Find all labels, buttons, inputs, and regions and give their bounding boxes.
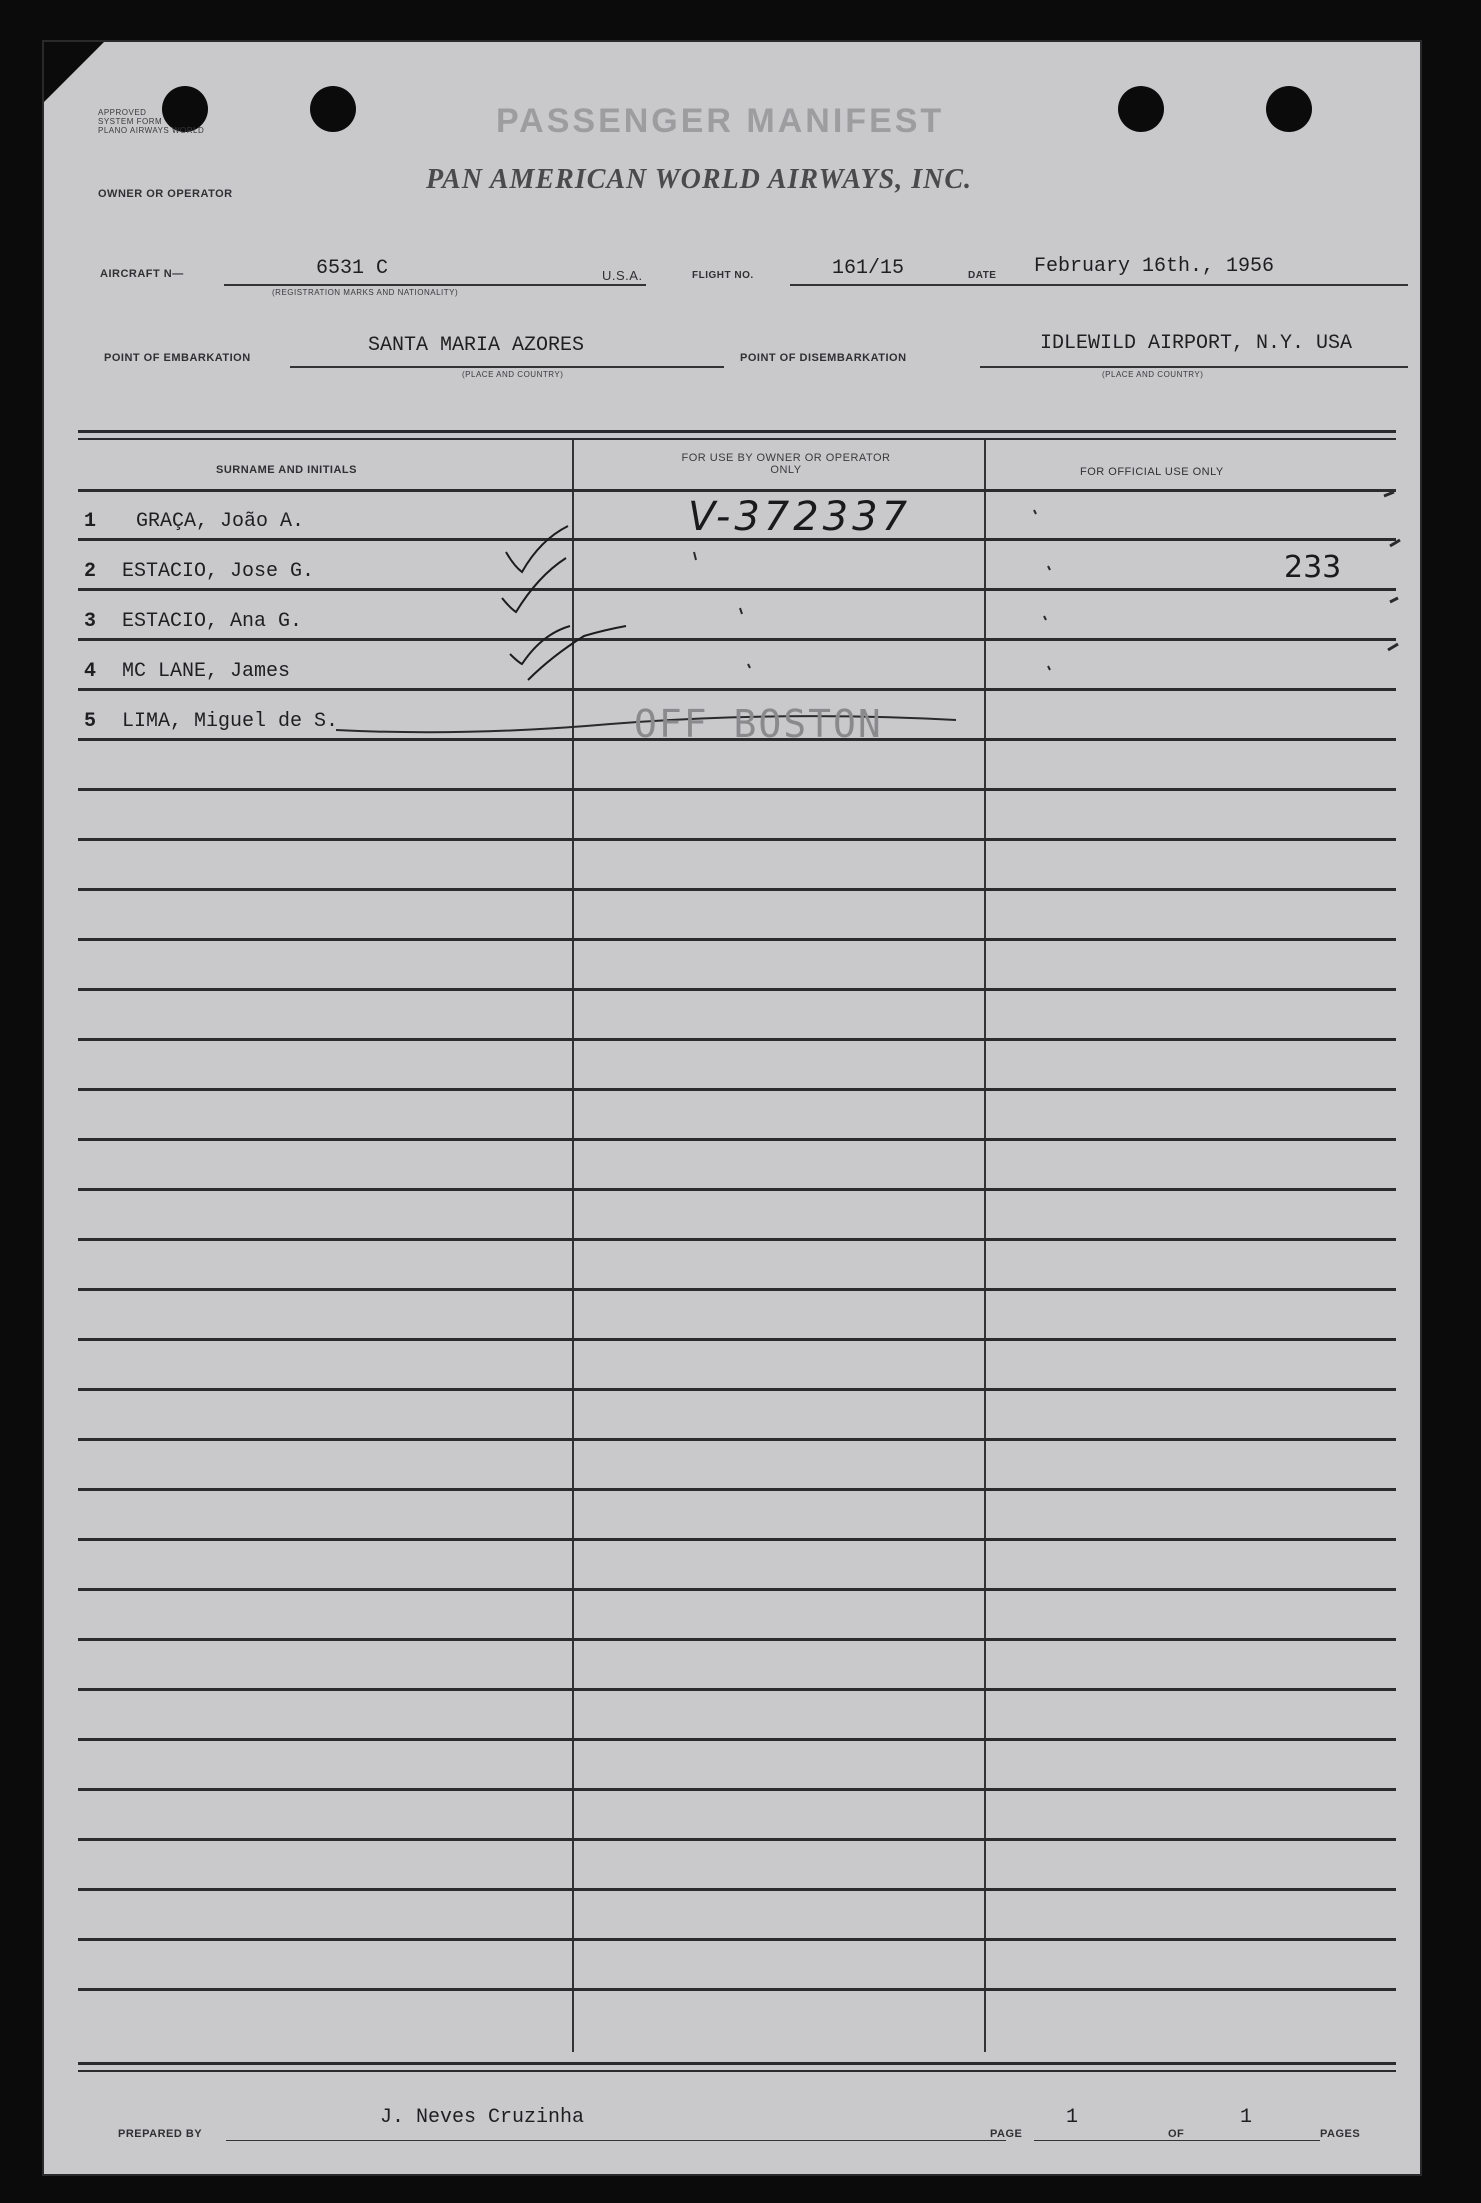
page-label: PAGE xyxy=(990,2128,1023,2140)
page-underline xyxy=(1034,2140,1320,2141)
flight-label: FLIGHT NO. xyxy=(692,270,754,281)
handwritten-passport-number: V-372337 xyxy=(688,494,912,540)
embarkation-sublabel: (PLACE AND COUNTRY) xyxy=(462,370,564,379)
approval-stamp-line: PLANO AIRWAYS WORLD xyxy=(98,126,205,135)
passenger-name: ESTACIO, Jose G. xyxy=(122,560,315,583)
disembarkation-label: POINT OF DISEMBARKATION xyxy=(740,352,907,364)
aircraft-label: AIRCRAFT N— xyxy=(100,268,184,280)
column-header-owner-use: FOR USE BY OWNER OR OPERATOR ONLY xyxy=(681,452,891,476)
prepared-by-underline xyxy=(226,2140,1006,2141)
aircraft-sublabel: (REGISTRATION MARKS AND NATIONALITY) xyxy=(272,288,459,297)
passenger-number: 5 xyxy=(84,710,97,733)
total-pages: 1 xyxy=(1240,2106,1253,2129)
manifest-sheet xyxy=(42,40,1422,2176)
check-mark-icon xyxy=(510,626,570,664)
pages-label: PAGES xyxy=(1320,2128,1361,2140)
official-number: 233 xyxy=(1284,550,1342,585)
page-number: 1 xyxy=(1066,2106,1079,2129)
passenger-number: 4 xyxy=(84,660,97,683)
embarkation-label: POINT OF EMBARKATION xyxy=(104,352,251,364)
margin-mark xyxy=(1384,492,1400,650)
aircraft-value: 6531 C xyxy=(316,257,389,280)
column-header-surname: SURNAME AND INITIALS xyxy=(216,464,357,476)
airline-name: PAN AMERICAN WORLD AIRWAYS, INC. xyxy=(426,164,973,195)
usa-label: U.S.A. xyxy=(602,268,643,283)
prepared-by-value: J. Neves Cruzinha xyxy=(380,2106,585,2129)
date-value: February 16th., 1956 xyxy=(1034,255,1275,278)
date-label: DATE xyxy=(968,270,997,281)
owner-label: OWNER OR OPERATOR xyxy=(98,188,233,200)
check-mark-icon xyxy=(502,558,566,612)
passenger-number: 2 xyxy=(84,560,97,583)
column-header-official-use: FOR OFFICIAL USE ONLY xyxy=(1080,466,1224,478)
check-mark-icon xyxy=(506,526,568,572)
off-boston-stamp: OFF BOSTON xyxy=(634,702,883,746)
passenger-name: MC LANE, James xyxy=(122,660,291,683)
embarkation-value: SANTA MARIA AZORES xyxy=(368,334,585,357)
approval-stamp-line: APPROVED xyxy=(98,108,147,117)
page-title: PASSENGER MANIFEST xyxy=(496,102,945,140)
check-marks xyxy=(44,42,1420,2174)
of-label: OF xyxy=(1168,2128,1185,2140)
approval-stamp-line: SYSTEM FORM xyxy=(98,117,163,126)
disembarkation-sublabel: (PLACE AND COUNTRY) xyxy=(1102,370,1204,379)
passenger-name: LIMA, Miguel de S. xyxy=(122,710,339,733)
passenger-number: 1 xyxy=(84,510,97,533)
passenger-number: 3 xyxy=(84,610,97,633)
flight-value: 161/15 xyxy=(832,257,905,280)
prepared-by-label: PREPARED BY xyxy=(118,2128,203,2140)
check-mark-icon xyxy=(528,626,626,680)
passenger-name: GRAÇA, João A. xyxy=(136,510,305,533)
passenger-name: ESTACIO, Ana G. xyxy=(122,610,303,633)
disembarkation-value: IDLEWILD AIRPORT, N.Y. USA xyxy=(1040,332,1353,355)
